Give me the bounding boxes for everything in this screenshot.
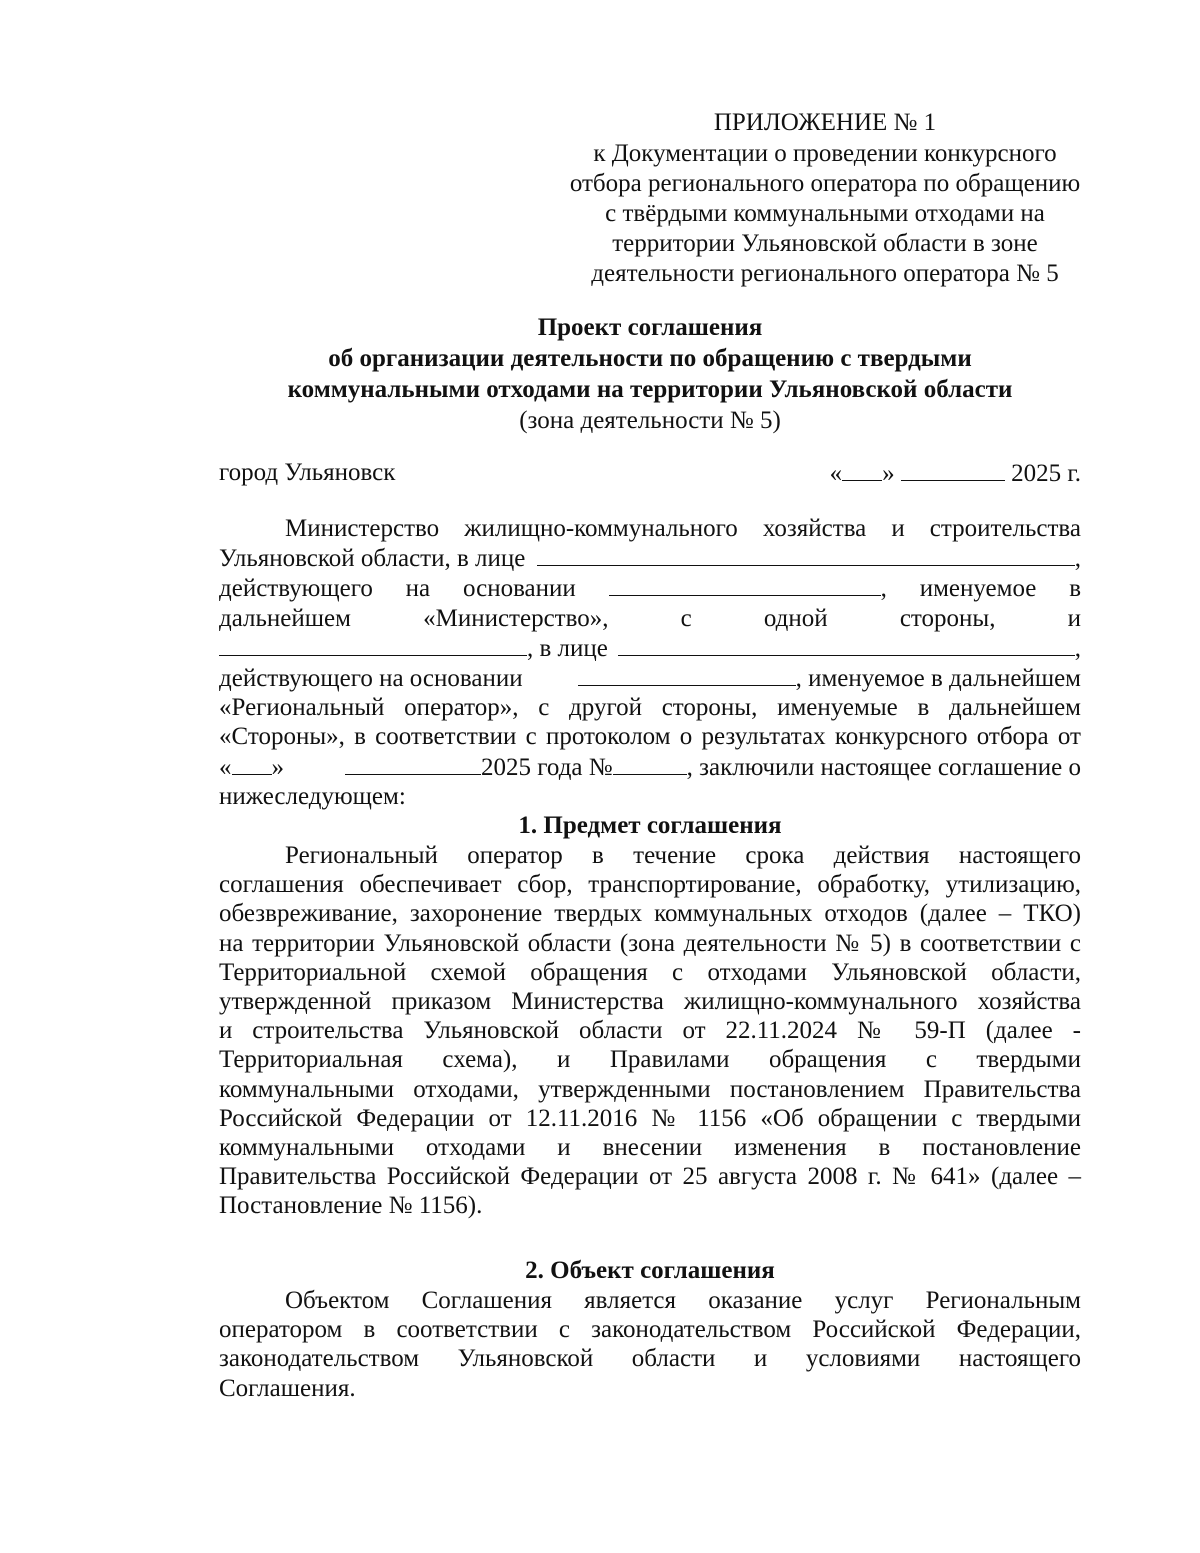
document-title <box>219 312 1081 436</box>
preamble-line: «Стороны», в соответствии с протоколом о результатах конкурсного отбора от <box>219 723 1081 751</box>
preamble-line <box>219 573 1081 603</box>
appendix-line: к Документации о проведении конкурсного <box>593 140 1057 167</box>
preamble-text: дальнейшем <box>219 604 351 632</box>
appendix-line: отбора регионального оператора по обращению <box>569 170 1081 197</box>
protocol-day-blank <box>232 752 272 775</box>
preamble-line <box>219 633 1081 663</box>
section-1-line: Постановление № 1156). <box>219 1192 483 1220</box>
section-2-heading: 2. Объект соглашения <box>525 1257 775 1284</box>
preamble-text: действующего <box>219 575 373 603</box>
section-1-line: коммунальными отходами и внесении изменения в постановление <box>219 1134 1081 1162</box>
preamble-text: , <box>1074 545 1081 573</box>
month-blank <box>901 458 1005 481</box>
operator-representative-blank <box>618 633 1075 656</box>
preamble-text: на <box>405 575 431 603</box>
date-field <box>830 458 1081 489</box>
preamble-text: и <box>1067 604 1081 632</box>
preamble-text: , <box>1074 634 1081 662</box>
section-1-line: Региональный оператор в течение срока действия настоящего <box>285 842 1081 869</box>
section-1-line: Правительства Российской Федерации от 25 августа 2008 г. № 641» (далее – <box>219 1163 1081 1191</box>
representative-blank <box>537 543 1074 566</box>
day-blank <box>842 458 882 481</box>
preamble-line <box>219 543 1081 573</box>
title-line: об организации деятельности по обращению с твердыми <box>328 345 972 372</box>
preamble-text: именуемое <box>919 575 1037 603</box>
preamble <box>219 514 1081 811</box>
section-2-line: оператором в соответствии с законодательством Российской Федерации, <box>219 1316 1081 1344</box>
section-2-body <box>219 1286 1081 1403</box>
section-1-line: коммунальными отходами, утвержденными постановлением Правительства <box>219 1075 1081 1103</box>
date-year: 2025 г. <box>1011 460 1081 487</box>
section-1-line: соглашения обеспечивает сбор, транспортирование, обработку, утилизацию, <box>219 871 1081 899</box>
title-zone: (зона деятельности № 5) <box>519 407 781 434</box>
protocol-month-blank <box>345 752 481 775</box>
preamble-text: , в лице <box>527 634 608 662</box>
section-1-line: Территориальной схемой обращения с отходами Ульяновской области, <box>219 958 1081 986</box>
title-line: Проект соглашения <box>537 314 763 341</box>
preamble-line: Министерство жилищно-коммунального хозяйства и строительства <box>285 515 1081 542</box>
section-1-line: Российской Федерации от 12.11.2016 № 1156 «Об обращении с твердыми <box>219 1104 1081 1132</box>
section-1-heading: 1. Предмет соглашения <box>518 812 782 839</box>
preamble-text: основании <box>462 575 576 603</box>
section-1-body <box>219 841 1081 1221</box>
appendix-header <box>560 108 1090 289</box>
section-1-line: обезвреживание, захоронение твердых коммунальных отходов (далее – ТКО) <box>219 900 1081 928</box>
section-1-line: на территории Ульяновской области (зона деятельности № 5) в соответствии с <box>219 929 1081 957</box>
preamble-line <box>219 752 1081 782</box>
appendix-number: ПРИЛОЖЕНИЕ № 1 <box>713 109 937 136</box>
preamble-text: действующего на основании <box>219 665 523 693</box>
preamble-text: « <box>219 753 232 781</box>
date-close-quote: » <box>882 460 895 487</box>
appendix-line: деятельности регионального оператора № 5 <box>591 260 1059 287</box>
appendix-line: с твёрдыми коммунальными отходами на <box>605 200 1045 227</box>
preamble-text: , <box>880 575 887 603</box>
preamble-text: с <box>680 604 692 632</box>
section-1-line: Территориальная схема), и Правилами обращения с твердыми <box>219 1046 1081 1074</box>
appendix-line: территории Ульяновской области в зоне <box>612 230 1038 257</box>
operator-name-blank <box>219 633 527 656</box>
date-open-quote: « <box>829 460 843 487</box>
preamble-text: Ульяновской области, в лице <box>219 545 526 573</box>
preamble-text: одной <box>763 604 828 632</box>
city-label: город Ульяновск <box>219 459 396 486</box>
section-2-line: Соглашения. <box>219 1374 356 1402</box>
section-2-line: законодательством Ульяновской области и условиями настоящего <box>219 1345 1081 1373</box>
operator-basis-blank <box>578 663 796 686</box>
protocol-number-blank <box>613 752 687 775</box>
title-line: коммунальными отходами на территории Ульяновской области <box>287 376 1013 403</box>
preamble-text: 2025 года № <box>481 753 613 781</box>
preamble-text: , именуемое в дальнейшем <box>795 665 1081 693</box>
preamble-line <box>219 663 1081 693</box>
preamble-text: , заключили настоящее соглашение о <box>686 753 1081 781</box>
section-1-line: утвержденной приказом Министерства жилищно-коммунального хозяйства <box>219 988 1081 1016</box>
preamble-text: «Министерство», <box>423 604 609 632</box>
preamble-line <box>219 604 1081 633</box>
section-1-line: и строительства Ульяновской области от 22.11.2024 № 59-П (далее - <box>219 1017 1081 1045</box>
preamble-text: » <box>271 753 284 781</box>
basis-blank <box>609 573 881 596</box>
preamble-text: стороны, <box>899 604 996 632</box>
preamble-line: нижеследующем: <box>219 782 406 810</box>
section-2-line: Объектом Соглашения является оказание услуг Региональным <box>285 1287 1081 1314</box>
preamble-text: в <box>1069 575 1081 603</box>
preamble-line: «Региональный оператор», с другой стороны, именуемые в дальнейшем <box>219 694 1081 722</box>
